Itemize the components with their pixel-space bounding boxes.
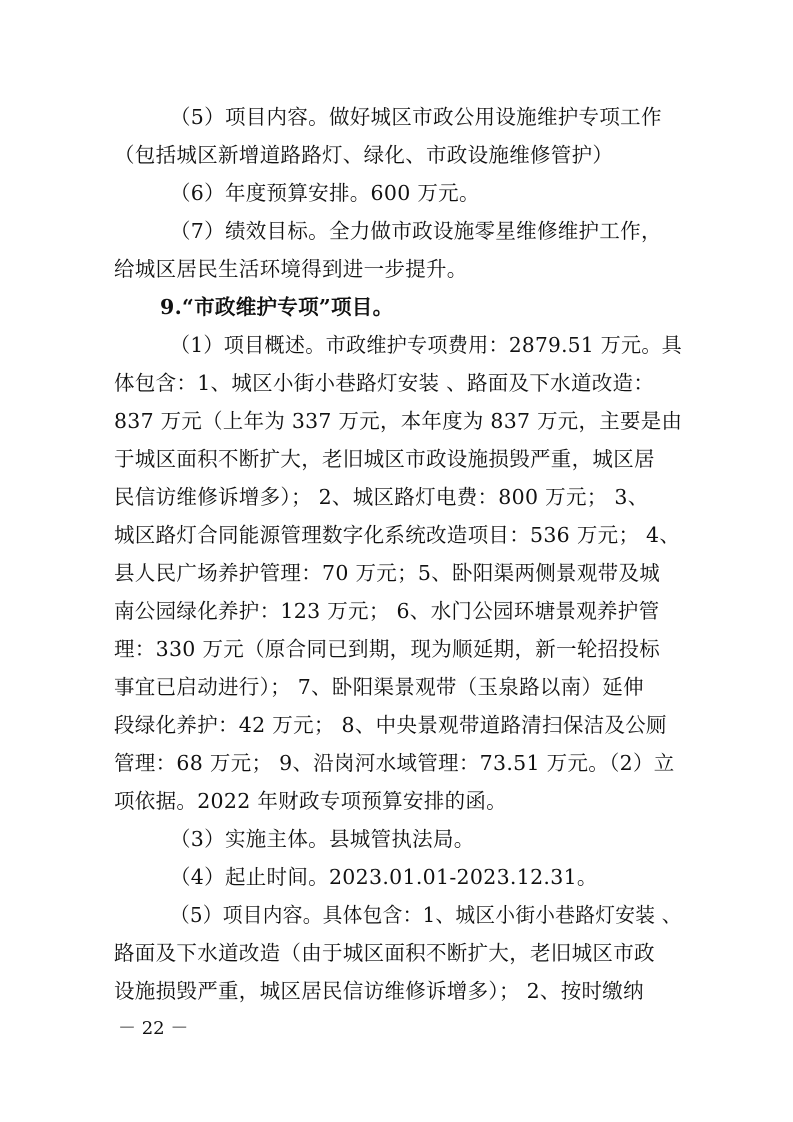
text-line-11: 民信访维修诉增多）； 2、城区路灯电费：800 万元； 3、 bbox=[114, 485, 649, 509]
text-line-19: 项依据。2022 年财政专项预算安排的函。 bbox=[114, 789, 507, 813]
text-line-12: 城区路灯合同能源管理数字化系统改造项目：536 万元； 4、 bbox=[114, 523, 681, 547]
text-line-24: 设施损毁严重，城区居民信访维修诉增多）； 2、按时缴纳 bbox=[114, 979, 644, 1003]
text-line-18: 管理：68 万元； 9、沿岗河水域管理：73.51 万元。（2）立 bbox=[114, 751, 675, 775]
text-line-15: 理：330 万元（原合同已到期，现为顺延期，新一轮招投标 bbox=[114, 637, 661, 661]
text-line-3: （6）年度预算安排。600 万元。 bbox=[170, 181, 480, 205]
text-line-1: （5）项目内容。做好城区市政公用设施维护专项工作 bbox=[170, 105, 662, 129]
text-line-17: 段绿化养护：42 万元； 8、中央景观带道路清扫保洁及公厕 bbox=[114, 713, 667, 737]
page-number: － 22 － bbox=[118, 1018, 189, 1039]
text-line-5: 给城区居民生活环境得到进一步提升。 bbox=[114, 257, 468, 281]
text-line-21: （4）起止时间。2023.01.01-2023.12.31。 bbox=[170, 865, 598, 889]
text-line-4: （7）绩效目标。全力做市政设施零星维修维护工作， bbox=[170, 219, 662, 243]
text-line-22: （5）项目内容。具体包含：1、城区小街小巷路灯安装 、 bbox=[170, 903, 682, 927]
text-line-14: 南公园绿化养护：123 万元； 6、水门公园环塘景观养护管 bbox=[114, 599, 660, 623]
text-line-2: （包括城区新增道路路灯、绿化、市政设施维修管护） bbox=[114, 143, 614, 167]
text-line-20: （3）实施主体。县城管执法局。 bbox=[170, 827, 475, 851]
text-line-8: 体包含：1、城区小街小巷路灯安装 、路面及下水道改造： bbox=[114, 371, 655, 395]
text-line-16: 事宜已启动进行）； 7、卧阳渠景观带（玉泉路以南）延伸 bbox=[114, 675, 644, 699]
section-heading: 9.“市政维护专项”项目。 bbox=[160, 295, 394, 319]
text-line-13: 县人民广场养护管理：70 万元；5、卧阳渠两侧景观带及城 bbox=[114, 561, 661, 585]
text-line-7: （1）项目概述。市政维护专项费用：2879.51 万元。具 bbox=[170, 333, 683, 357]
text-line-9: 837 万元（上年为 337 万元，本年度为 837 万元，主要是由 bbox=[114, 409, 683, 433]
text-line-10: 于城区面积不断扩大，老旧城区市政设施损毁严重，城区居 bbox=[114, 447, 655, 471]
text-line-23: 路面及下水道改造（由于城区面积不断扩大，老旧城区市政 bbox=[114, 941, 655, 965]
